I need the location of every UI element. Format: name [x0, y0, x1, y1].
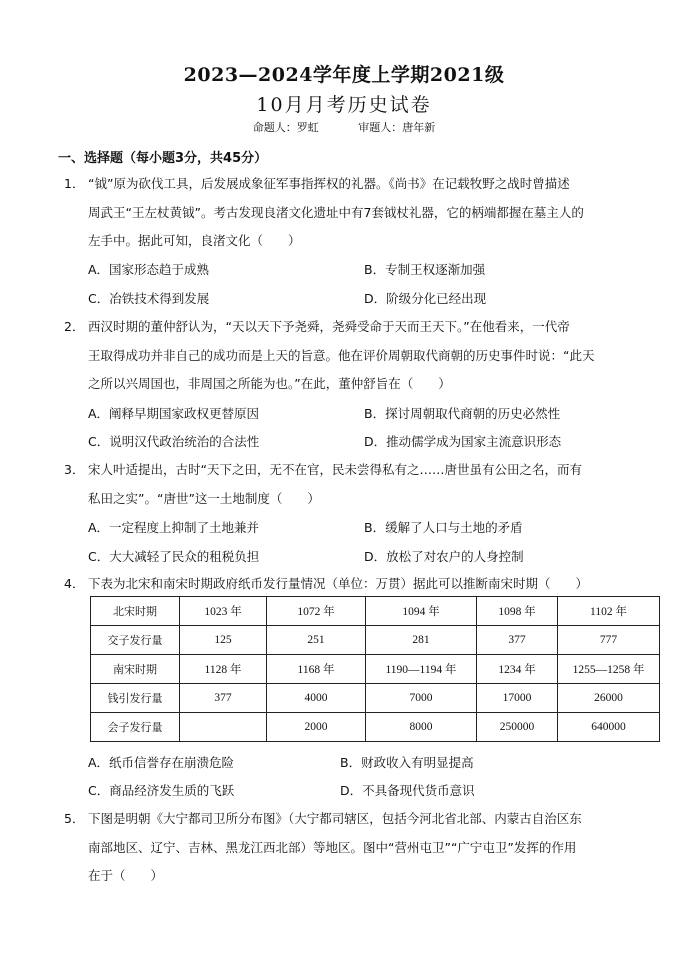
- table-cell: 交子发行量: [91, 626, 180, 655]
- question-text: 王取得成功并非自己的成功而是上天的旨意。他在评价周朝取代商朝的历史事件时说：“此天: [88, 347, 595, 363]
- question-text: 之所以兴周国也，非周国之所能为也。”在此，董仲舒旨在（ ）: [88, 376, 451, 391]
- question-number: 2．: [64, 319, 85, 334]
- question-3: [64, 456, 659, 513]
- question-text: 私田之实”。“唐世”这一土地制度（ ）: [88, 490, 320, 506]
- table-cell: 北宋时期: [91, 597, 180, 626]
- option-d[interactable]: D．推动儒学成为国家主流意识形态: [364, 434, 562, 449]
- option-a[interactable]: A．阐释早期国家政权更替原因: [88, 406, 260, 421]
- question-number: 4．: [64, 576, 85, 591]
- question-text: 在于（ ）: [88, 868, 164, 883]
- question-text: 周武王“王左杖黄钺”。考古发现良渚文化遗址中有7套钺杖礼器，它的柄端都握在墓主人的: [88, 204, 584, 220]
- table-cell: 377: [180, 684, 267, 713]
- question-text: 左手中。据此可知，良渚文化（ ）: [88, 233, 301, 248]
- table-row: [91, 713, 660, 742]
- option-c[interactable]: C．商品经济发生质的飞跃: [88, 783, 235, 798]
- table-cell: 1094 年: [366, 597, 477, 626]
- question-text: “钺”原为砍伐工具，后发展成象征军事指挥权的礼器。《尚书》在记载牧野之战时曾描述: [88, 176, 570, 191]
- table-cell: 250000: [477, 713, 558, 742]
- table-cell: 125: [180, 626, 267, 655]
- table-row: [91, 626, 660, 655]
- option-c[interactable]: C．冶铁技术得到发展: [88, 291, 210, 306]
- option-a[interactable]: A．一定程度上抑制了土地兼并: [88, 520, 260, 535]
- section-heading: 一、选择题（每小题3分，共45分）: [58, 151, 268, 166]
- paper-money-table: [90, 596, 660, 742]
- table-cell: 1128 年: [180, 655, 267, 684]
- table-cell: 1168 年: [267, 655, 366, 684]
- table-cell: 8000: [366, 713, 477, 742]
- table-cell: 1102 年: [558, 597, 660, 626]
- table-cell: 17000: [477, 684, 558, 713]
- option-b[interactable]: B．缓解了人口与土地的矛盾: [364, 520, 523, 535]
- option-c[interactable]: C．说明汉代政治统治的合法性: [88, 434, 260, 449]
- table-row: [91, 597, 660, 626]
- option-a[interactable]: A．纸币信誉存在崩溃危险: [88, 755, 235, 770]
- table-cell: 4000: [267, 684, 366, 713]
- option-d[interactable]: D．阶级分化已经出现: [364, 291, 487, 306]
- question-5: [64, 805, 659, 891]
- option-b[interactable]: B．财政收入有明显提高: [340, 755, 474, 770]
- table-cell: 1234 年: [477, 655, 558, 684]
- table-cell: [180, 713, 267, 742]
- author: 命题人：罗虹: [252, 121, 319, 134]
- table-cell: 2000: [267, 713, 366, 742]
- question-number: 1．: [64, 176, 85, 191]
- table-cell: 281: [366, 626, 477, 655]
- table-cell: 251: [267, 626, 366, 655]
- table-cell: 会子发行量: [91, 713, 180, 742]
- exam-title: 2023—2024学年度上学期2021级: [183, 64, 505, 86]
- table-cell: 377: [477, 626, 558, 655]
- author-line: [0, 119, 688, 135]
- question-number: 5．: [64, 811, 85, 826]
- table-cell: 1098 年: [477, 597, 558, 626]
- table-cell: 1255—1258 年: [558, 655, 660, 684]
- option-a[interactable]: A．国家形态趋于成熟: [88, 262, 210, 277]
- exam-subtitle: 10月月考历史试卷: [256, 94, 432, 116]
- table-cell: 26000: [558, 684, 660, 713]
- question-2: [64, 313, 659, 399]
- question-text: 下图是明朝《大宁都司卫所分布图》（大宁都司辖区，包括今河北省北部、内蒙古自治区东: [88, 811, 582, 826]
- table-cell: 777: [558, 626, 660, 655]
- table-cell: 1072 年: [267, 597, 366, 626]
- table-cell: 钱引发行量: [91, 684, 180, 713]
- table-row: [91, 655, 660, 684]
- question-4: [64, 570, 659, 599]
- option-d[interactable]: D．不具备现代货币意识: [340, 783, 475, 798]
- table-cell: 640000: [558, 713, 660, 742]
- question-text: 西汉时期的董仲舒认为，“天以天下予尧舜，尧舜受命于天而王天下。”在他看来，一代帝: [88, 319, 570, 334]
- question-text: 下表为北宋和南宋时期政府纸币发行量情况（单位：万贯）据此可以推断南宋时期（ ）: [88, 576, 589, 591]
- table-cell: 1023 年: [180, 597, 267, 626]
- question-1: [64, 170, 659, 256]
- question-number: 3．: [64, 462, 85, 477]
- option-b[interactable]: B．探讨周朝取代商朝的历史必然性: [364, 406, 561, 421]
- option-b[interactable]: B．专制王权逐渐加强: [364, 262, 486, 277]
- table-row: [91, 684, 660, 713]
- reviewer: 审题人：唐年新: [358, 121, 436, 134]
- question-text: 宋人叶适提出，古时“天下之田，无不在官，民未尝得私有之……唐世虽有公田之名，而有: [88, 462, 582, 477]
- question-text: 南部地区、辽宁、吉林、黑龙江西北部）等地区。图中“营州屯卫”“广宁屯卫”发挥的作用: [88, 839, 577, 855]
- table-cell: 1190—1194 年: [366, 655, 477, 684]
- table-cell: 南宋时期: [91, 655, 180, 684]
- table-cell: 7000: [366, 684, 477, 713]
- option-d[interactable]: D．放松了对农户的人身控制: [364, 549, 524, 564]
- option-c[interactable]: C．大大减轻了民众的租税负担: [88, 549, 260, 564]
